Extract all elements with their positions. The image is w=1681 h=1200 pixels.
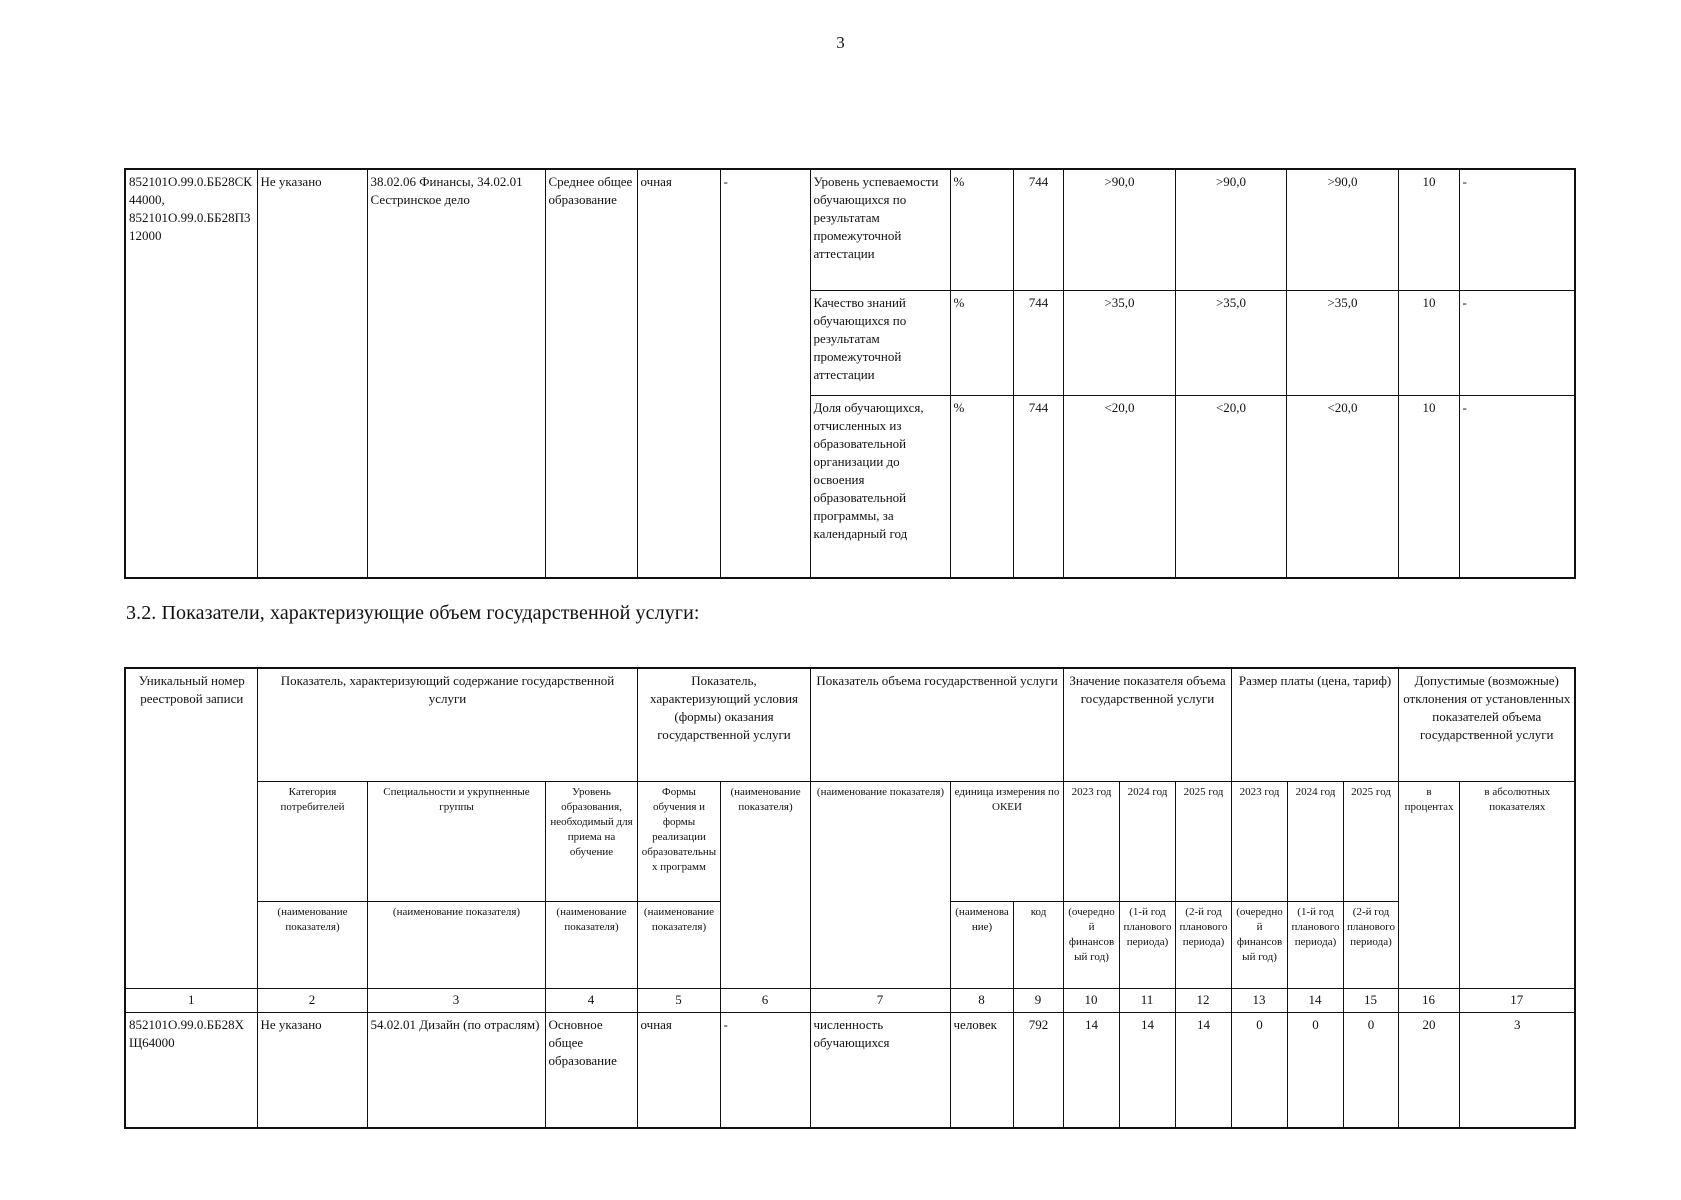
header-conditions: Показатель, характеризующий условия (формы) оказания государственной услуги (637, 668, 810, 781)
absolute-cell: - (1459, 395, 1575, 578)
form-cell: очная (637, 1012, 720, 1128)
third-c3: (наименование показателя) (367, 901, 545, 988)
fee-2024-cell: 0 (1287, 1012, 1343, 1128)
percent-cell: 10 (1398, 169, 1459, 290)
header-value: Значение показателя объема государственной услуги (1063, 668, 1231, 781)
third-c15: (2-й год планового периода) (1343, 901, 1398, 988)
third-c5: (наименование показателя) (637, 901, 720, 988)
quality-indicators-table (124, 168, 1576, 579)
value-2023-cell: >35,0 (1063, 290, 1175, 395)
header-content: Показатель, характеризующий содержание государственной услуги (257, 668, 637, 781)
third-c8: (наименование) (950, 901, 1013, 988)
subheader-forms: Формы обучения и формы реализации образовательных программ (637, 781, 720, 901)
subheader-absolute: в абсолютных показателях (1459, 781, 1575, 988)
code-cell: 744 (1013, 395, 1063, 578)
column-number: 13 (1231, 988, 1287, 1012)
subheader-f2025: 2025 год (1343, 781, 1398, 901)
subheader-name6: (наименование показателя) (720, 781, 810, 988)
category-cell: Не указано (257, 1012, 367, 1128)
subheader-name7: (наименование показателя) (810, 781, 950, 988)
specialty-cell: 54.02.01 Дизайн (по отраслям) (367, 1012, 545, 1128)
unit-cell: % (950, 169, 1013, 290)
column-number: 17 (1459, 988, 1575, 1012)
column-number: 8 (950, 988, 1013, 1012)
column-number: 15 (1343, 988, 1398, 1012)
column-number: 10 (1063, 988, 1119, 1012)
subheader-f2024: 2024 год (1287, 781, 1343, 901)
column-number: 6 (720, 988, 810, 1012)
form-cell: очная (637, 169, 720, 578)
third-c12: (2-й год планового периода) (1175, 901, 1231, 988)
indicator-cell: Уровень успеваемости обучающихся по результатам промежуточной аттестации (810, 169, 950, 290)
value-2023-cell: <20,0 (1063, 395, 1175, 578)
column-number: 1 (125, 988, 257, 1012)
unit-cell: человек (950, 1012, 1013, 1128)
table-row (125, 1012, 1575, 1128)
col6-cell: - (720, 1012, 810, 1128)
table-row (125, 169, 1575, 290)
code-cell: 792 (1013, 1012, 1063, 1128)
percent-cell: 20 (1398, 1012, 1459, 1128)
subheader-level: Уровень образования, необходимый для приема на обучение (545, 781, 637, 901)
volume-indicators-table (124, 667, 1576, 1129)
fee-2025-cell: 0 (1343, 1012, 1398, 1128)
subheader-row (125, 781, 1575, 901)
percent-cell: 10 (1398, 290, 1459, 395)
column-number: 4 (545, 988, 637, 1012)
unit-cell: % (950, 395, 1013, 578)
subheader-specialties: Специальности и укрупненные группы (367, 781, 545, 901)
column-numbers-row (125, 988, 1575, 1012)
subheader-y2024: 2024 год (1119, 781, 1175, 901)
column-number: 11 (1119, 988, 1175, 1012)
header-record: Уникальный номер реестровой записи (125, 668, 257, 988)
column-number: 3 (367, 988, 545, 1012)
subheader-okei: единица измерения по ОКЕИ (950, 781, 1063, 901)
code-cell: 744 (1013, 169, 1063, 290)
education-level-cell: Основное общее образование (545, 1012, 637, 1128)
subheader-y2025: 2025 год (1175, 781, 1231, 901)
third-c4: (наименование показателя) (545, 901, 637, 988)
page-number: 3 (836, 33, 845, 52)
value-2024-cell: >90,0 (1175, 169, 1286, 290)
column-number: 16 (1398, 988, 1459, 1012)
header-volume: Показатель объема государственной услуги (810, 668, 1063, 781)
column-number: 7 (810, 988, 950, 1012)
record-number-cell: 852101О.99.0.ББ28ХЩ64000 (125, 1012, 257, 1128)
third-c10: (очередной финансовый год) (1063, 901, 1119, 988)
subheader-category: Категория потребителей (257, 781, 367, 901)
specialty-cell: 38.02.06 Финансы, 34.02.01 Сестринское дело (367, 169, 545, 578)
percent-cell: 10 (1398, 395, 1459, 578)
column-number: 9 (1013, 988, 1063, 1012)
header-deviation: Допустимые (возможные) отклонения от установленных показателей объема государственной услуги (1398, 668, 1575, 781)
subheader-percent: в процентах (1398, 781, 1459, 988)
indicator-cell: Доля обучающихся, отчисленных из образовательной организации до освоения образовательной программы, за календарный год (810, 395, 950, 578)
subheader-f2023: 2023 год (1231, 781, 1287, 901)
indicator-cell: Качество знаний обучающихся по результатам промежуточной аттестации (810, 290, 950, 395)
code-cell: 744 (1013, 290, 1063, 395)
absolute-cell: - (1459, 290, 1575, 395)
record-number-cell: 852101О.99.0.ББ28СК44000, 852101О.99.0.ББ28П312000 (125, 169, 257, 578)
value-2023-cell: 14 (1063, 1012, 1119, 1128)
subheader-y2023: 2023 год (1063, 781, 1119, 901)
value-2025-cell: 14 (1175, 1012, 1231, 1128)
column-number: 12 (1175, 988, 1231, 1012)
col6-cell: - (720, 169, 810, 578)
column-number: 5 (637, 988, 720, 1012)
header-fee: Размер платы (цена, тариф) (1231, 668, 1398, 781)
category-cell: Не указано (257, 169, 367, 578)
education-level-cell: Среднее общее образование (545, 169, 637, 578)
third-c2: (наименование показателя) (257, 901, 367, 988)
third-c9: код (1013, 901, 1063, 988)
absolute-cell: 3 (1459, 1012, 1575, 1128)
value-2023-cell: >90,0 (1063, 169, 1175, 290)
third-c11: (1-й год планового периода) (1119, 901, 1175, 988)
unit-cell: % (950, 290, 1013, 395)
column-number: 2 (257, 988, 367, 1012)
value-2024-cell: >35,0 (1175, 290, 1286, 395)
absolute-cell: - (1459, 169, 1575, 290)
third-c13: (очередной финансовый год) (1231, 901, 1287, 988)
value-2025-cell: >90,0 (1286, 169, 1398, 290)
section-heading: 3.2. Показатели, характеризующие объем государственной услуги: (126, 602, 700, 624)
third-c14: (1-й год планового периода) (1287, 901, 1343, 988)
value-2025-cell: >35,0 (1286, 290, 1398, 395)
header-row (125, 668, 1575, 781)
value-2025-cell: <20,0 (1286, 395, 1398, 578)
fee-2023-cell: 0 (1231, 1012, 1287, 1128)
indicator-cell: численность обучающихся (810, 1012, 950, 1128)
value-2024-cell: 14 (1119, 1012, 1175, 1128)
column-number: 14 (1287, 988, 1343, 1012)
value-2024-cell: <20,0 (1175, 395, 1286, 578)
